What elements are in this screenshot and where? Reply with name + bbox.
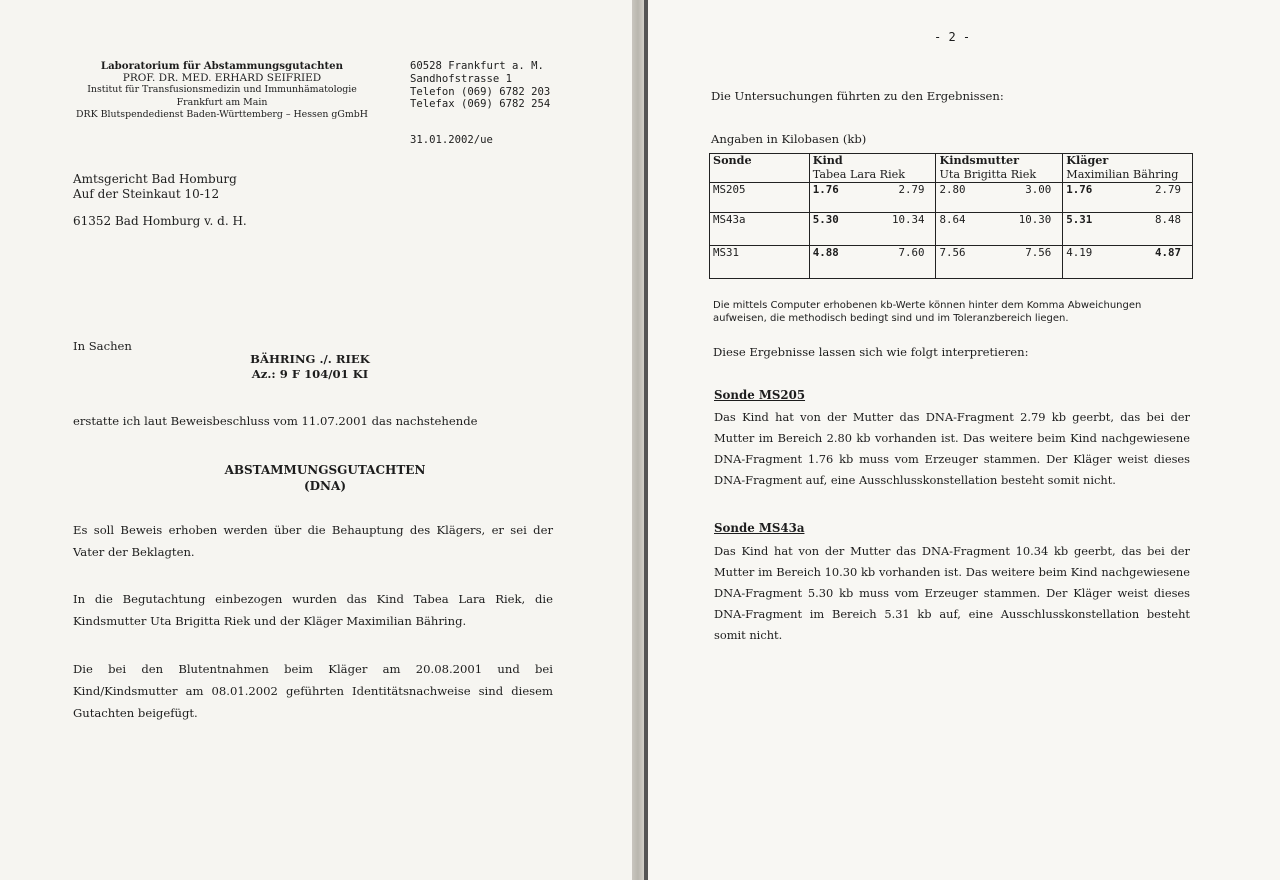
recipient-line1: Amtsgericht Bad Homburg (73, 172, 237, 186)
paragraph-claim: Es soll Beweis erhoben werden über die Behauptung des Klägers, er sei der Vater der Beklagten. (73, 523, 553, 559)
interpretation-intro: Diese Ergebnisse lassen sich wie folgt interpretieren: (713, 345, 1029, 359)
table-note: Die mittels Computer erhobenen kb-Werte können hinter dem Komma Abweichungen aufweisen, die methodisch bedingt sind und im Toleranzbereich liegen. (713, 300, 1142, 324)
table-row (710, 183, 1193, 213)
title-line2: (DNA) (303, 479, 347, 493)
recipient-postal: 61352 Bad Homburg v. d. H. (73, 214, 247, 228)
address-line1: 60528 Frankfurt a. M. (410, 60, 544, 72)
cell-mutter: 8.64 10.30 (936, 213, 1063, 246)
cell-kind: 4.88 7.60 (809, 246, 936, 279)
lab-name: Laboratorium für Abstammungsgutachten (100, 60, 344, 72)
sonde-ms205-text: Das Kind hat von der Mutter das DNA-Fragment 2.79 kb geerbt, das bei der Mutter im Bereich 2.80 kb vorhanden ist. Das weitere beim Kind nachgewiesene DNA-Fragment 1.76 kb muss vom Erzeuger stammen. Der Kläger weist dieses DNA-Fragment auf, eine Ausschlusskonstellation besteht somit nicht. (714, 410, 1190, 487)
address-line2: Sandhofstrasse 1 (410, 72, 513, 85)
results-table (709, 153, 1193, 279)
cell-mutter: 7.56 7.56 (936, 246, 1063, 279)
table-header-row (710, 154, 1193, 183)
cell-sonde: MS43a (710, 213, 810, 246)
cell-mutter: 2.80 3.00 (936, 183, 1063, 213)
sonde-ms205-heading: Sonde MS205 (714, 388, 806, 402)
in-sachen: In Sachen (73, 339, 132, 353)
page-gutter (632, 0, 644, 880)
lab-city: Frankfurt am Main (176, 96, 268, 108)
cell-sonde: MS205 (710, 183, 810, 213)
letter-date: 31.01.2002/ue (410, 134, 493, 146)
cell-klaeger: 1.76 2.79 (1063, 183, 1193, 213)
paragraph-participants: In die Begutachtung einbezogen wurden das Kind Tabea Lara Riek, die Kindsmutter Uta Brigitta Riek und der Kläger Maximilian Bähring. (73, 592, 553, 628)
header-kind: Kind Tabea Lara Riek (809, 154, 936, 183)
lab-address (410, 60, 550, 111)
case-parties (190, 352, 430, 382)
sonde-ms43a-heading: Sonde MS43a (714, 521, 805, 535)
header-sonde: Sonde (710, 154, 810, 183)
cell-kind: 5.30 10.34 (809, 213, 936, 246)
sonde-ms43a-text: Das Kind hat von der Mutter das DNA-Fragment 10.34 kb geerbt, das bei der Mutter im Bereich 10.30 kb vorhanden ist. Das weitere beim Kind nachgewiesene DNA-Fragment 5.30 kb muss vom Erzeuger stammen. Der Kläger weist dieses DNA-Fragment im Bereich 5.31 kb auf, eine Ausschlusskonstellation besteht somit nicht. (714, 544, 1190, 642)
fax: Telefax (069) 6782 254 (410, 98, 551, 111)
recipient-address (73, 172, 237, 201)
phone: Telefon (069) 6782 203 (410, 85, 551, 98)
title-line1: ABSTAMMUNGSGUTACHTEN (224, 463, 426, 477)
erstatte-line: erstatte ich laut Beweisbeschluss vom 11.07.2001 das nachstehende (73, 414, 478, 428)
lab-org: DRK Blutspendedienst Baden-Württemberg – Hessen gGmbH (76, 108, 368, 120)
header-klaeger: Kläger Maximilian Bähring (1063, 154, 1193, 183)
lab-letterhead (70, 60, 374, 121)
cell-sonde: MS31 (710, 246, 810, 279)
units-caption: Angaben in Kilobasen (kb) (711, 132, 867, 146)
table-row (710, 213, 1193, 246)
results-intro: Die Untersuchungen führten zu den Ergebnissen: (711, 89, 1004, 103)
lab-director: PROF. DR. MED. ERHARD SEIFRIED (122, 72, 322, 85)
header-kindsmutter: Kindsmutter Uta Brigitta Riek (936, 154, 1063, 183)
table-row (710, 246, 1193, 279)
cell-klaeger: 4.19 4.87 (1063, 246, 1193, 279)
paragraph-identity: Die bei den Blutentnahmen beim Kläger am 20.08.2001 und bei Kind/Kindsmutter am 08.01.2002 geführten Identitätsnachweise sind diesem Gutachten beigefügt. (73, 662, 553, 720)
parties-names: BÄHRING ./. RIEK (250, 352, 370, 366)
case-reference: Az.: 9 F 104/01 KI (251, 367, 369, 382)
cell-klaeger: 5.31 8.48 (1063, 213, 1193, 246)
document-title (170, 462, 480, 494)
cell-kind: 1.76 2.79 (809, 183, 936, 213)
recipient-line2: Auf der Steinkaut 10-12 (73, 186, 220, 201)
page-number: - 2 - (934, 30, 971, 44)
lab-institute: Institut für Transfusionsmedizin und Immunhämatologie (87, 84, 357, 96)
document-page-1 (0, 0, 632, 880)
page-edge-shadow (644, 0, 648, 880)
